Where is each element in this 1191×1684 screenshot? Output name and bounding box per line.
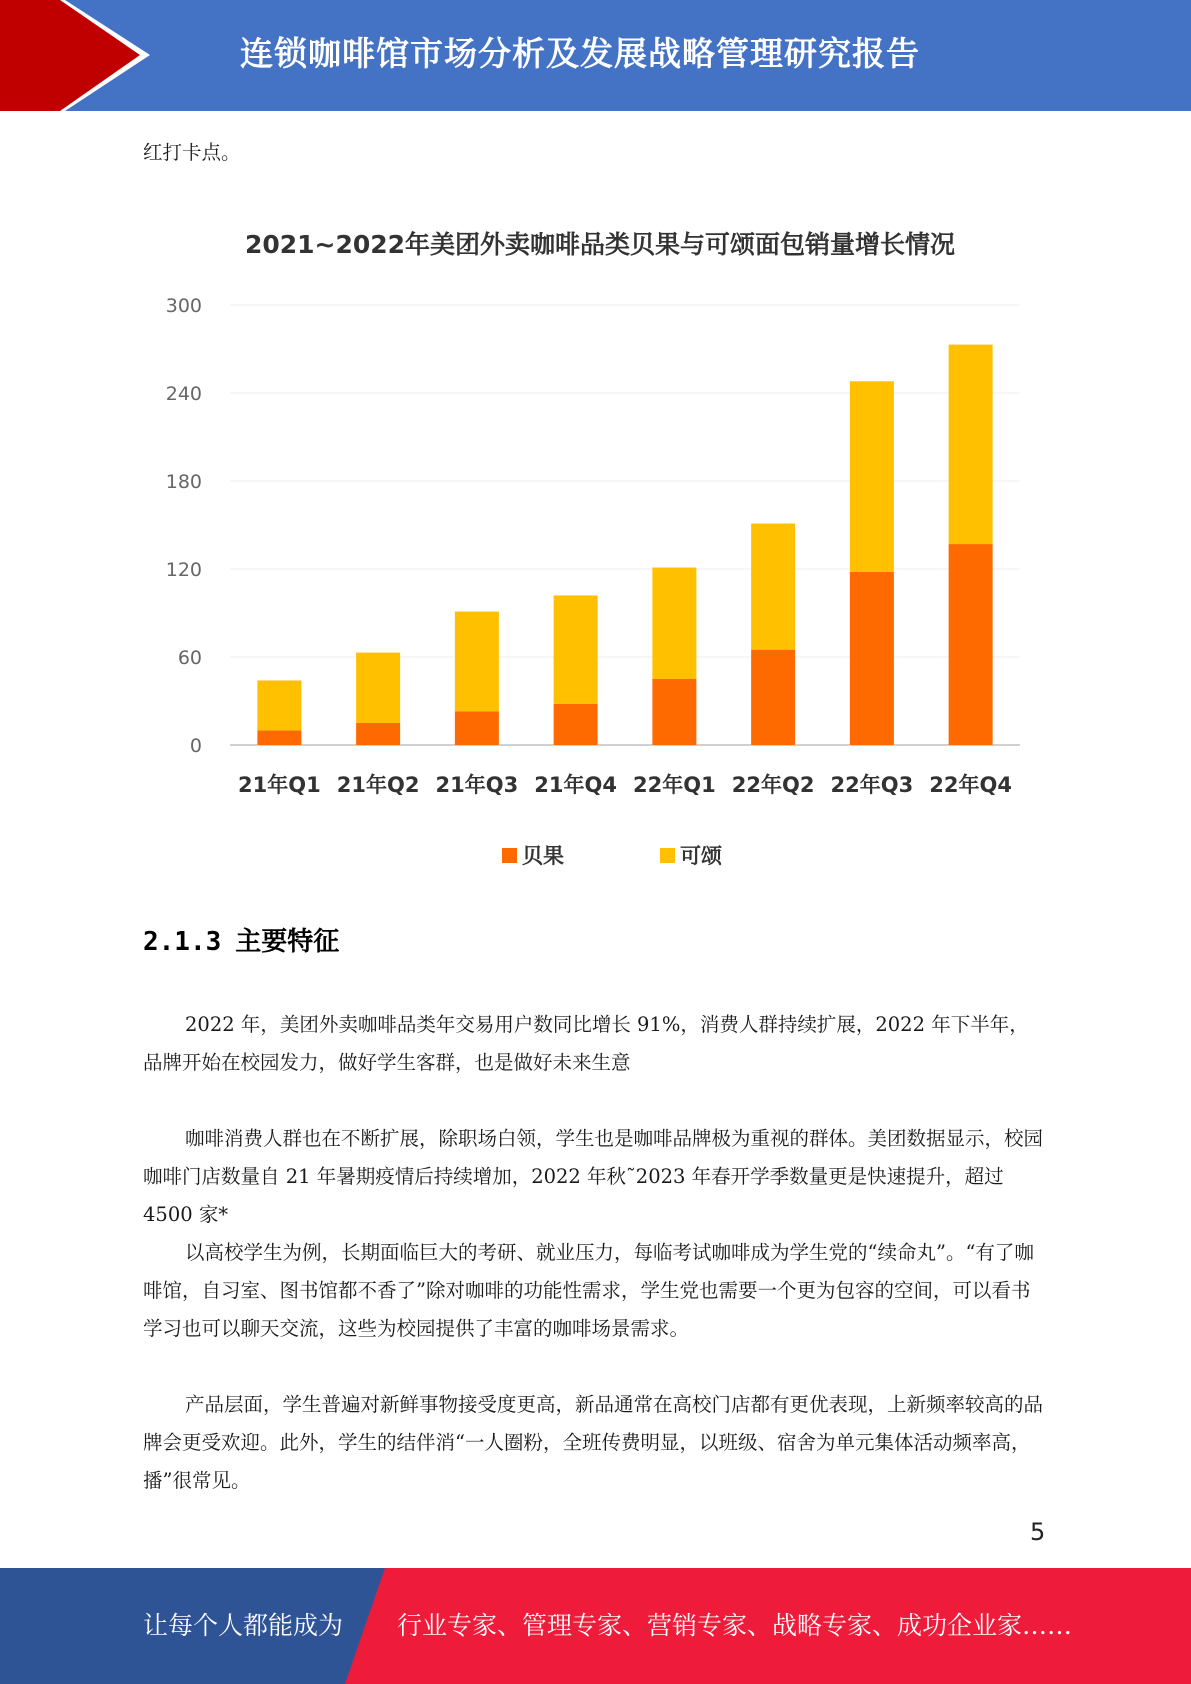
bar-bagel	[257, 730, 301, 745]
bar-croissant	[257, 680, 301, 730]
bar-croissant	[850, 381, 894, 572]
footer-slogan-left: 让每个人都能成为	[143, 1611, 344, 1640]
x-tick-label: 21年Q2	[336, 773, 420, 797]
intro-text: 红打卡点。	[143, 141, 241, 164]
legend-label-croissant: 可颂	[680, 844, 722, 868]
page-number: 5	[1030, 1518, 1046, 1546]
sales-growth-chart	[150, 210, 1050, 890]
chart-title: 2021~2022年美团外卖咖啡品类贝果与可颂面包销量增长情况	[244, 230, 956, 259]
legend-swatch-bagel	[502, 848, 517, 863]
legend-label-bagel: 贝果	[522, 844, 564, 868]
section-title: 主要特征	[235, 927, 340, 957]
y-tick-label: 0	[189, 735, 202, 757]
paragraph-2: 咖啡消费人群也在不断扩展，除职场白领，学生也是咖啡品牌极为重视的群体。美团数据显示，校园咖啡门店数量自 21 年暑期疫情后持续增加，2022 年秋˜2023 年春开学季数量更是快速提升，超过 4500 家*	[143, 1127, 1044, 1226]
x-tick-label: 22年Q4	[929, 773, 1012, 797]
bar-croissant	[751, 524, 795, 650]
bar-bagel	[455, 711, 499, 745]
bar-croissant	[455, 612, 499, 712]
bar-bagel	[356, 723, 400, 745]
x-tick-label: 22年Q3	[830, 773, 914, 797]
page-footer	[0, 1568, 1191, 1684]
x-tick-label: 22年Q2	[731, 773, 815, 797]
legend-item-croissant	[660, 840, 722, 870]
paragraph-3: 以高校学生为例，长期面临巨大的考研、就业压力，每临考试咖啡成为学生党的“续命丸”。“有了咖啡馆，自习室、图书馆都不香了”除对咖啡的功能性需求，学生党也需要一个更为包容的空间，可以看书学习也可以聊天交流，这些为校园提供了丰富的咖啡场景需求。	[143, 1241, 1034, 1340]
page-header	[0, 0, 1191, 111]
bar-bagel	[850, 572, 894, 745]
section-number: 2.1.3	[143, 927, 222, 957]
paragraph-1: 2022 年，美团外卖咖啡品类年交易用户数同比增长 91%，消费人群持续扩展，2022 年下半年，品牌开始在校园发力，做好学生客群，也是做好未来生意	[143, 1013, 1029, 1074]
y-tick-label: 180	[165, 471, 202, 493]
paragraph-4: 产品层面，学生普遍对新鲜事物接受度更高，新品通常在高校门店都有更优表现，上新频率较高的品牌会更受欢迎。此外，学生的结伴消“一人圈粉，全班传费明显，以班级、宿舍为单元集体活动频率高，播”很常见。	[143, 1393, 1044, 1492]
report-title: 连锁咖啡馆市场分析及发展战略管理研究报告	[240, 34, 920, 73]
x-tick-label: 21年Q4	[534, 773, 617, 797]
footer-slogan-right: 行业专家、管理专家、营销专家、战略专家、成功企业家……	[397, 1611, 1073, 1640]
chart-legend	[150, 840, 1050, 872]
y-tick-label: 300	[165, 295, 202, 317]
y-tick-label: 120	[165, 559, 202, 581]
legend-item-bagel	[502, 840, 564, 870]
bar-croissant	[949, 345, 993, 544]
chart-plot	[150, 210, 1050, 830]
legend-swatch-croissant	[660, 848, 675, 863]
bar-bagel	[652, 679, 696, 745]
y-tick-label: 240	[165, 383, 202, 405]
x-tick-label: 22年Q1	[633, 773, 716, 797]
bar-bagel	[554, 704, 598, 745]
bar-bagel	[751, 650, 795, 745]
x-tick-label: 21年Q1	[238, 773, 321, 797]
bar-bagel	[949, 544, 993, 745]
y-tick-label: 60	[177, 647, 202, 669]
section-heading	[143, 922, 339, 962]
x-tick-label: 21年Q3	[435, 773, 519, 797]
bar-croissant	[554, 595, 598, 704]
bar-croissant	[356, 653, 400, 723]
bar-croissant	[652, 568, 696, 679]
